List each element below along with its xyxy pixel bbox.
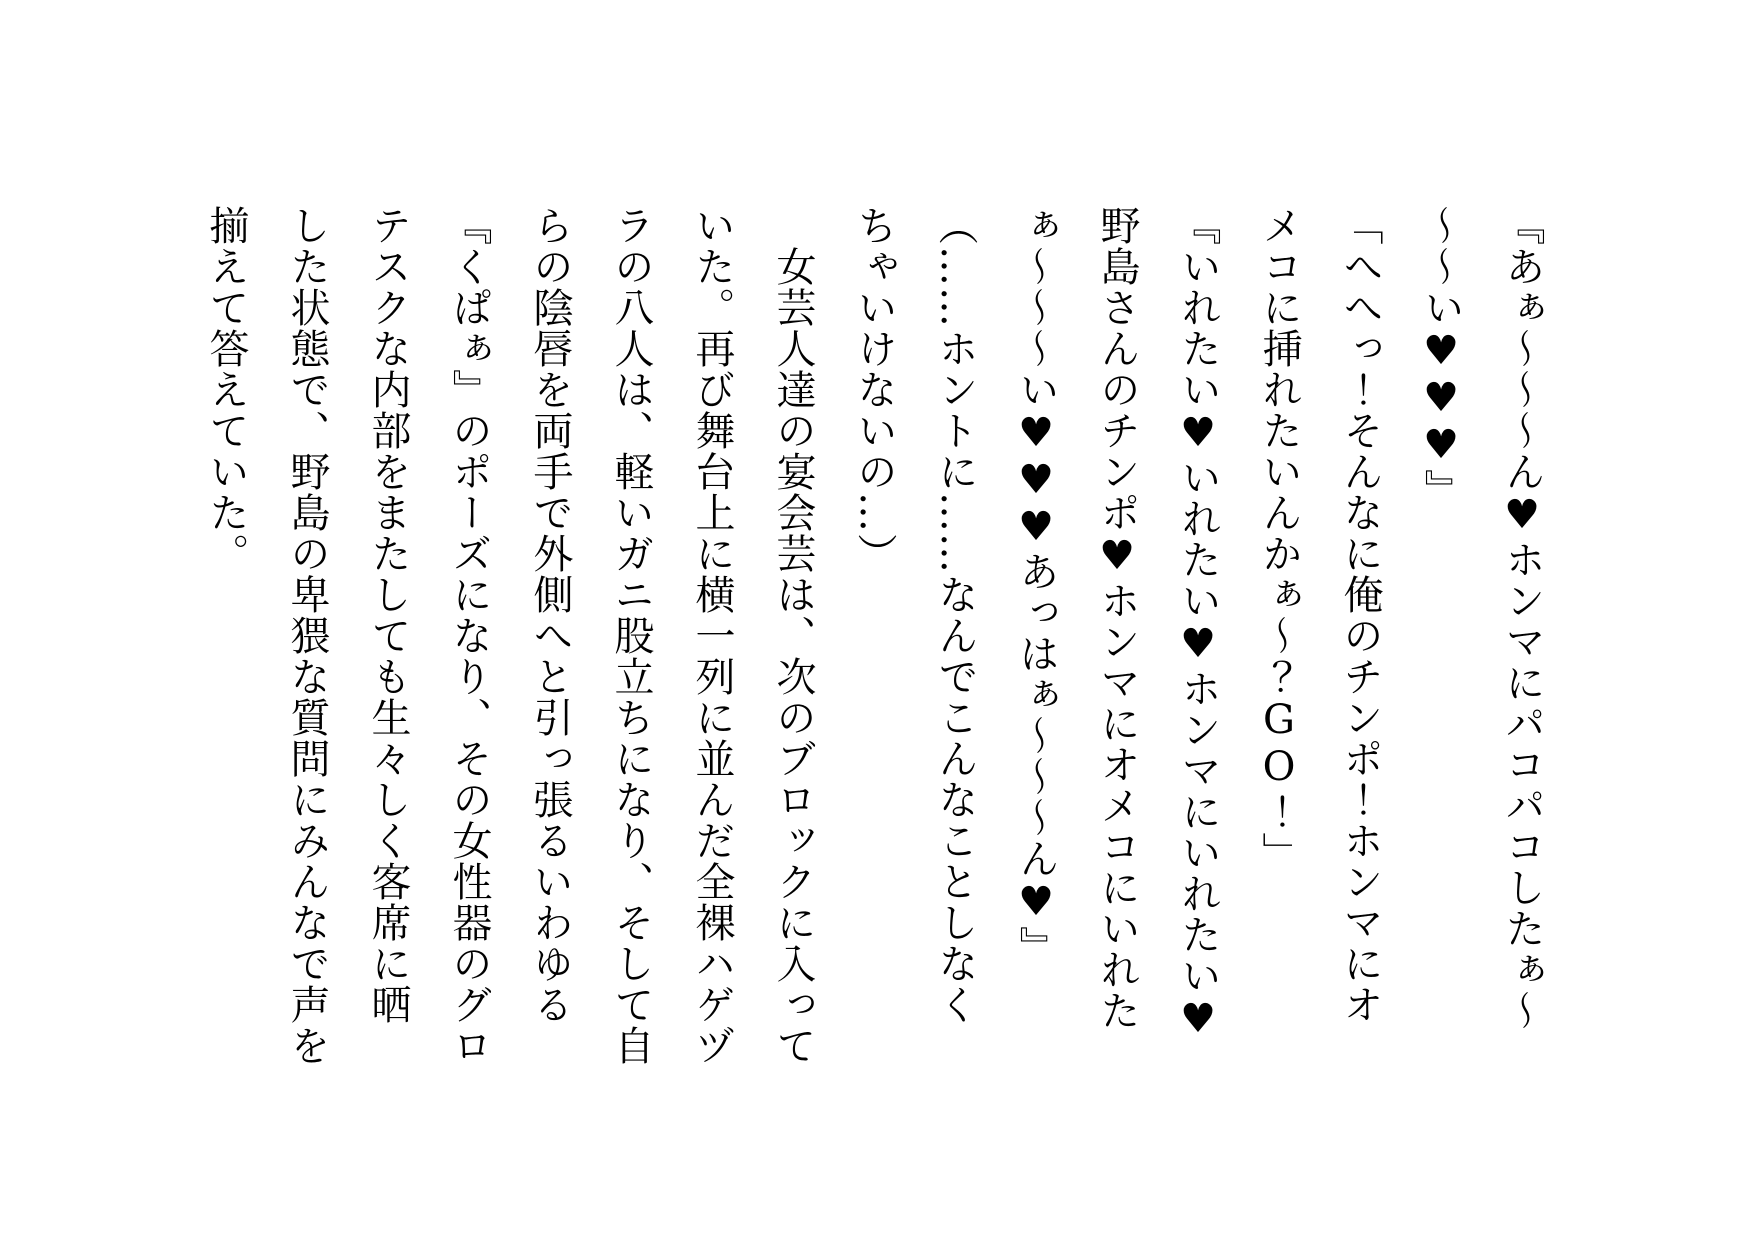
latin-go-text: GO (1256, 697, 1302, 791)
line-text: いた。再び舞台上に横一列に並んだ全裸ハゲヅ (689, 205, 735, 1066)
line-text: テスクな内部をまたしても生々しく客席に晒 (365, 205, 411, 1025)
line-text: 揃えて答えていた。 (203, 205, 249, 574)
dialogue-paragraph-2 (1238, 205, 1400, 1057)
line-text: 野島さんのチンポ♥ホンマにオメコにいれた (1094, 205, 1140, 1031)
line-text: ぁ～～～い♥♥♥あっはぁ～～～ん♥』 (1013, 205, 1059, 967)
line-text: 「へへっ！そんなに俺のチンポ！ホンマにオ (1337, 205, 1383, 1025)
line-text: メコに挿れたいんかぁ～？ (1256, 205, 1302, 697)
text-column (1157, 205, 1238, 1057)
text-column (1481, 205, 1562, 1057)
line-text: ！」 (1256, 791, 1302, 873)
text-column (590, 205, 671, 1066)
text-column (752, 205, 833, 1066)
line-text: した状態で、野島の卑猥な質問にみんなで声を (284, 205, 330, 1066)
text-column (347, 205, 428, 1057)
line-text: らの陰唇を両手で外側へと引っ張るいわゆる (527, 205, 573, 1025)
text-column (914, 205, 995, 1057)
text-column (1076, 205, 1157, 1057)
line-text: 『くぱぁ』のポーズになり、その女性器のグロ (446, 205, 492, 1066)
text-column (1238, 205, 1319, 1057)
line-text: ～～い♥♥♥』 (1418, 205, 1464, 510)
vertical-text-block (185, 205, 1562, 1066)
line-text: ちゃいけないの…） (851, 205, 897, 574)
text-column (266, 205, 347, 1066)
text-column (185, 205, 266, 1057)
inner-thought-paragraph (833, 205, 995, 1057)
text-column (671, 205, 752, 1066)
text-column (1319, 205, 1400, 1057)
line-text: ラの八人は、軽いガニ股立ちになり、そして自 (608, 205, 654, 1066)
text-column (1400, 205, 1481, 1057)
dialogue-paragraph-1 (1400, 205, 1562, 1057)
text-column (833, 205, 914, 1057)
line-text: （……ホントに……なんでこんなことしなく (932, 205, 978, 1025)
text-column (995, 205, 1076, 1057)
narrative-paragraph (185, 205, 833, 1066)
line-text: 女芸人達の宴会芸は、次のブロックに入って (770, 205, 816, 1066)
dialogue-paragraph-3 (995, 205, 1238, 1057)
text-column (509, 205, 590, 1057)
text-column (428, 205, 509, 1066)
line-text: 『いれたい♥いれたい♥ホンマにいれたい♥ (1175, 205, 1221, 1043)
line-text: 『あぁ～～～ん♥ホンマにパコパコしたぁ～ (1499, 205, 1545, 1031)
